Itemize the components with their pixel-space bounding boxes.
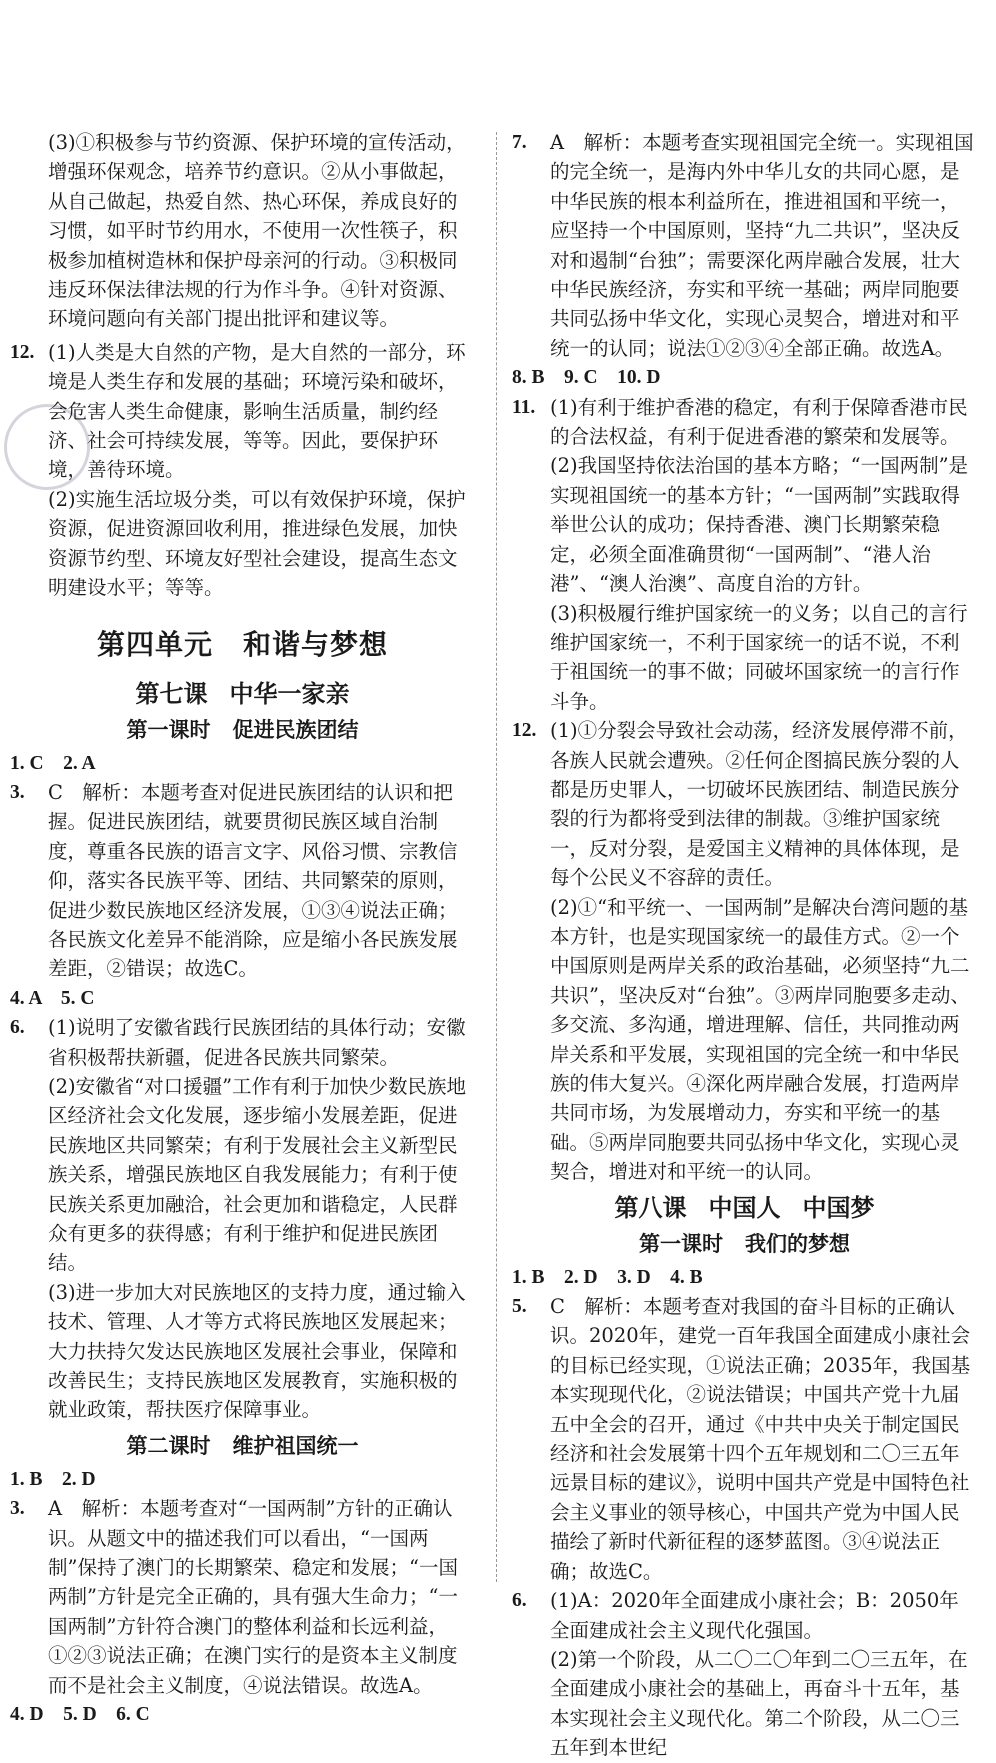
q12-part1: (1)人类是大自然的产物，是大自然的一部分，环境是人类生存和发展的基础；环境污染和破坏，会危害人类生命健康，影响生活质量，制约经济、社会可持续发展，等等。因此，要保护环境，善待环境。 [48,340,466,482]
period3-title: 第一课时 我们的梦想 [639,1231,850,1256]
q11-part3: (3)①积极参与节约资源、保护环境的宣传活动，增强环保观念，培养节约意识。②从小事做起，从自己做起，热爱自然、热心环保，养成良好的习惯，如平时节约用水，不使用一次性筷子，积极参加植树造林和保护母亲河的行动。③积极同违反环保法律法规的行为作斗争。④针对资源、环境问题向有关部门提出批评和建议等。 [48,131,466,331]
answers-b-1-2: 1. B 2. D [10,1468,96,1490]
answers-1-2: 1. C 2. A [10,752,96,774]
column-divider [496,132,497,1582]
answers-b-4-6: 4. D 5. D 6. C [10,1704,150,1726]
q6: 6. (1)说明了安徽省践行民族团结的具体行动；安徽省积极帮扶新疆，促进各民族共同繁荣。 (2)安徽省“对口援疆”工作有利于加快少数民族地区经济社会文化发展，逐步缩小发展差距，促进民族地区共同繁荣；有利于发展社会主义新型民族关系，增强民族地区自我发展能力；有利于使民族关系更加融洽，社会更加和谐稳定，人民群众有更多的获得感；有利于维护和促进民族团结。 (3)进一步加大对民族地区的支持力度，通过输入技术、管理、人才等方式将民族地区发展起来；大力扶持欠发达民族地区发展社会事业，保障和改善民生；支持民族地区发展教育，实施积极的就业政策，帮扶医疗保障事业。 [10,1013,475,1425]
q6-part1: (1)说明了安徽省践行民族团结的具体行动；安徽省积极帮扶新疆，促进各民族共同繁荣。 [48,1016,466,1069]
q6-part2: (2)安徽省“对口援疆”工作有利于加快少数民族地区经济社会文化发展，逐步缩小发展差距，促进民族地区共同繁荣；有利于发展社会主义新型民族关系，增强民族地区自我发展能力；有利于使民族关系更加融洽，社会更加和谐稳定，人民群众有更多的获得感；有利于维护和促进民族团结。 [48,1074,467,1275]
lesson8-title: 第八课 中国人 中国梦 [614,1193,875,1222]
q11-part2: (2)我国坚持依法治国的基本方略；“一国两制”是实现祖国统一的基本方针；“一国两制”实践取得举世公认的成功；保持香港、澳门长期繁荣稳定，必须全面准确贯彻“一国两制”、“港人治港”、“澳人治澳”、高度自治的方针。 [550,454,969,596]
lesson7-title: 第七课 中华一家亲 [135,679,350,708]
q6-c-part2: (2)第一个阶段，从二〇二〇年到二〇三五年，在全面建成小康社会的基础上，再奋斗十五年，基本实现社会主义现代化。第二个阶段，从二〇三五年到本世纪 [550,1647,968,1760]
q11-part1: (1)有利于维护香港的稳定，有利于保障香港市民的合法权益，有利于促进香港的繁荣和发展等。 [550,395,968,449]
q12-part2: (2)实施生活垃圾分类，可以有效保护环境，保护资源，促进资源回收利用，推进绿色发展，加快资源节约型、环境友好型社会建设，提高生态文明建设水平；等等。 [48,487,466,600]
q6-part3: (3)进一步加大对民族地区的支持力度，通过输入技术、管理、人才等方式将民族地区发展起来；大力扶持欠发达民族地区发展社会事业，保障和改善民生；支持民族地区发展教育，实施积极的就业政策，帮扶医疗保障事业。 [48,1280,466,1422]
q12-right: 12. (1)①分裂会导致社会动荡，经济发展停滞不前，各族人民就会遭殃。②任何企图搞民族分裂的人都是历史罪人，一切破坏民族团结、制造民族分裂的行为都将受到法律的制裁。③维护国家统一，反对分裂，是爱国主义精神的具体体现，是每个公民义不容辞的责任。 (2)①“和平统一、一国两制”是解决台湾问题的基本方针，也是实现国家统一的最佳方式。②一个中国原则是两岸关系的政治基础，必须坚持“九二共识”，坚决反对“台独”。③两岸同胞要多走动、多交流、多沟通，增进理解、信任，共同推动两岸关系和平发展，实现祖国的完全统一和中华民族的伟大复兴。④深化两岸融合发展，打造两岸共同市场，为发展增动力，夯实和平统一的基础。⑤两岸同胞要共同弘扬中华文化，实现心灵契合，增进对和平统一的认同。 [512,716,977,1187]
answers-c-1-4: 1. B 2. D 3. D 4. B [512,1266,703,1288]
q3: 3. C 解析：本题考查对促进民族团结的认识和把握。促进民族团结，就要贯彻民族区域自治制度，尊重各民族的语言文字、风俗习惯、宗教信仰，落实各民族平等、团结、共同繁荣的原则，促进少数民族地区经济发展，①③④说法正确；各民族文化差异不能消除，应是缩小各民族发展差距，②错误；故选C。 [10,780,458,981]
q11-part3-right: (3)积极履行维护国家统一的义务；以自己的言行维护国家统一，不利于国家统一的话不说，不利于祖国统一的事不做；同破坏国家统一的言行作斗争。 [550,601,968,713]
q5-c: 5. C 解析：本题考查对我国的奋斗目标的正确认识。2020年，建党一百年我国全面建成小康社会的目标已经实现，①说法正确；2035年，我国基本实现现代化，②说法错误；中国共产党十九届五中全会的召开，通过《中共中央关于制定国民经济和社会发展第十四个五年规划和二〇三五年远景目标的建议》，说明中国共产党是中国特色社会主义事业的领导核心，中国共产党为中国人民描绘了新时代新征程的逐梦蓝图。③④说法正确；故选C。 [512,1295,971,1583]
q6-c-part1: (1)A：2020年全面建成小康社会；B：2050年全面建成社会主义现代化强国。 [550,1589,959,1642]
q12-right-part2: (2)①“和平统一、一国两制”是解决台湾问题的基本方针，也是实现国家统一的最佳方式。②一个中国原则是两岸关系的政治基础，必须坚持“九二共识”，坚决反对“台独”。③两岸同胞要多走动、多交流、多沟通，增进理解、信任，共同推动两岸关系和平发展，实现祖国的完全统一和中华民族的伟大复兴。④深化两岸融合发展，打造两岸共同市场，为发展增动力，夯实和平统一的基础。⑤两岸同胞要共同弘扬中华文化，实现心灵契合，增进对和平统一的认同。 [550,895,970,1184]
period2-title: 第二课时 维护祖国统一 [126,1433,359,1458]
q12 [10,338,475,603]
q7: 7. A 解析：本题考查实现祖国完全统一。实现祖国的完全统一，是海内外中华儿女的共同心愿，是中华民族的根本利益所在，推进祖国和平统一，应坚持一个中国原则，坚持“九二共识”，坚决反对和遏制“台独”；需要深化两岸融合发展，壮大中华民族经济，夯实和平统一基础；两岸同胞要共同弘扬中华文化，实现心灵契合，增进对和平统一的认同；说法①②③④全部正确。故选A。 [512,131,974,360]
q11: 11. (1)有利于维护香港的稳定，有利于保障香港市民的合法权益，有利于促进香港的繁荣和发展等。 (2)我国坚持依法治国的基本方略；“一国两制”是实现祖国统一的基本方针；“一国两制”实践取得举世公认的成功；保持香港、澳门长期繁荣稳定，必须全面准确贯彻“一国两制”、“港人治港”、“澳人治澳”、高度自治的方针。 (3)积极履行维护国家统一的义务；以自己的言行维护国家统一，不利于国家统一的话不说，不利于祖国统一的事不做；同破坏国家统一的言行作斗争。 [512,393,977,716]
unit-title: 第四单元 和谐与梦想 [96,627,389,661]
q12-number: 12. [10,341,35,363]
answers-8-10: 8. B 9. C 10. D [512,367,661,389]
q3-b: 3. A 解析：本题考查对“一国两制”方针的正确认识。从题文中的描述我们可以看出，“一国两制”保持了澳门的长期繁荣、稳定和发展；“一国两制”方针是完全正确的，具有强大生命力；“一国两制”方针符合澳门的整体利益和长远利益，①②③说法正确；在澳门实行的是资本主义制度而不是社会主义制度，④说法错误。故选A。 [10,1497,458,1697]
left-column [10,128,475,1730]
answers-4-5: 4. A 5. C [10,987,95,1009]
q6-c: 6. (1)A：2020年全面建成小康社会；B：2050年全面建成社会主义现代化强国。 (2)第一个阶段，从二〇二〇年到二〇三五年，在全面建成小康社会的基础上，再奋斗十五年，基本实现社会主义现代化。第二个阶段，从二〇三五年到本世纪 [512,1586,977,1762]
right-column [512,128,977,1763]
q12-right-part1: (1)①分裂会导致社会动荡，经济发展停滞不前，各族人民就会遭殃。②任何企图搞民族分裂的人都是历史罪人，一切破坏民族团结、制造民族分裂的行为都将受到法律的制裁。③维护国家统一，反对分裂，是爱国主义精神的具体体现，是每个公民义不容辞的责任。 [550,719,968,890]
period1-title: 第一课时 促进民族团结 [126,717,359,742]
